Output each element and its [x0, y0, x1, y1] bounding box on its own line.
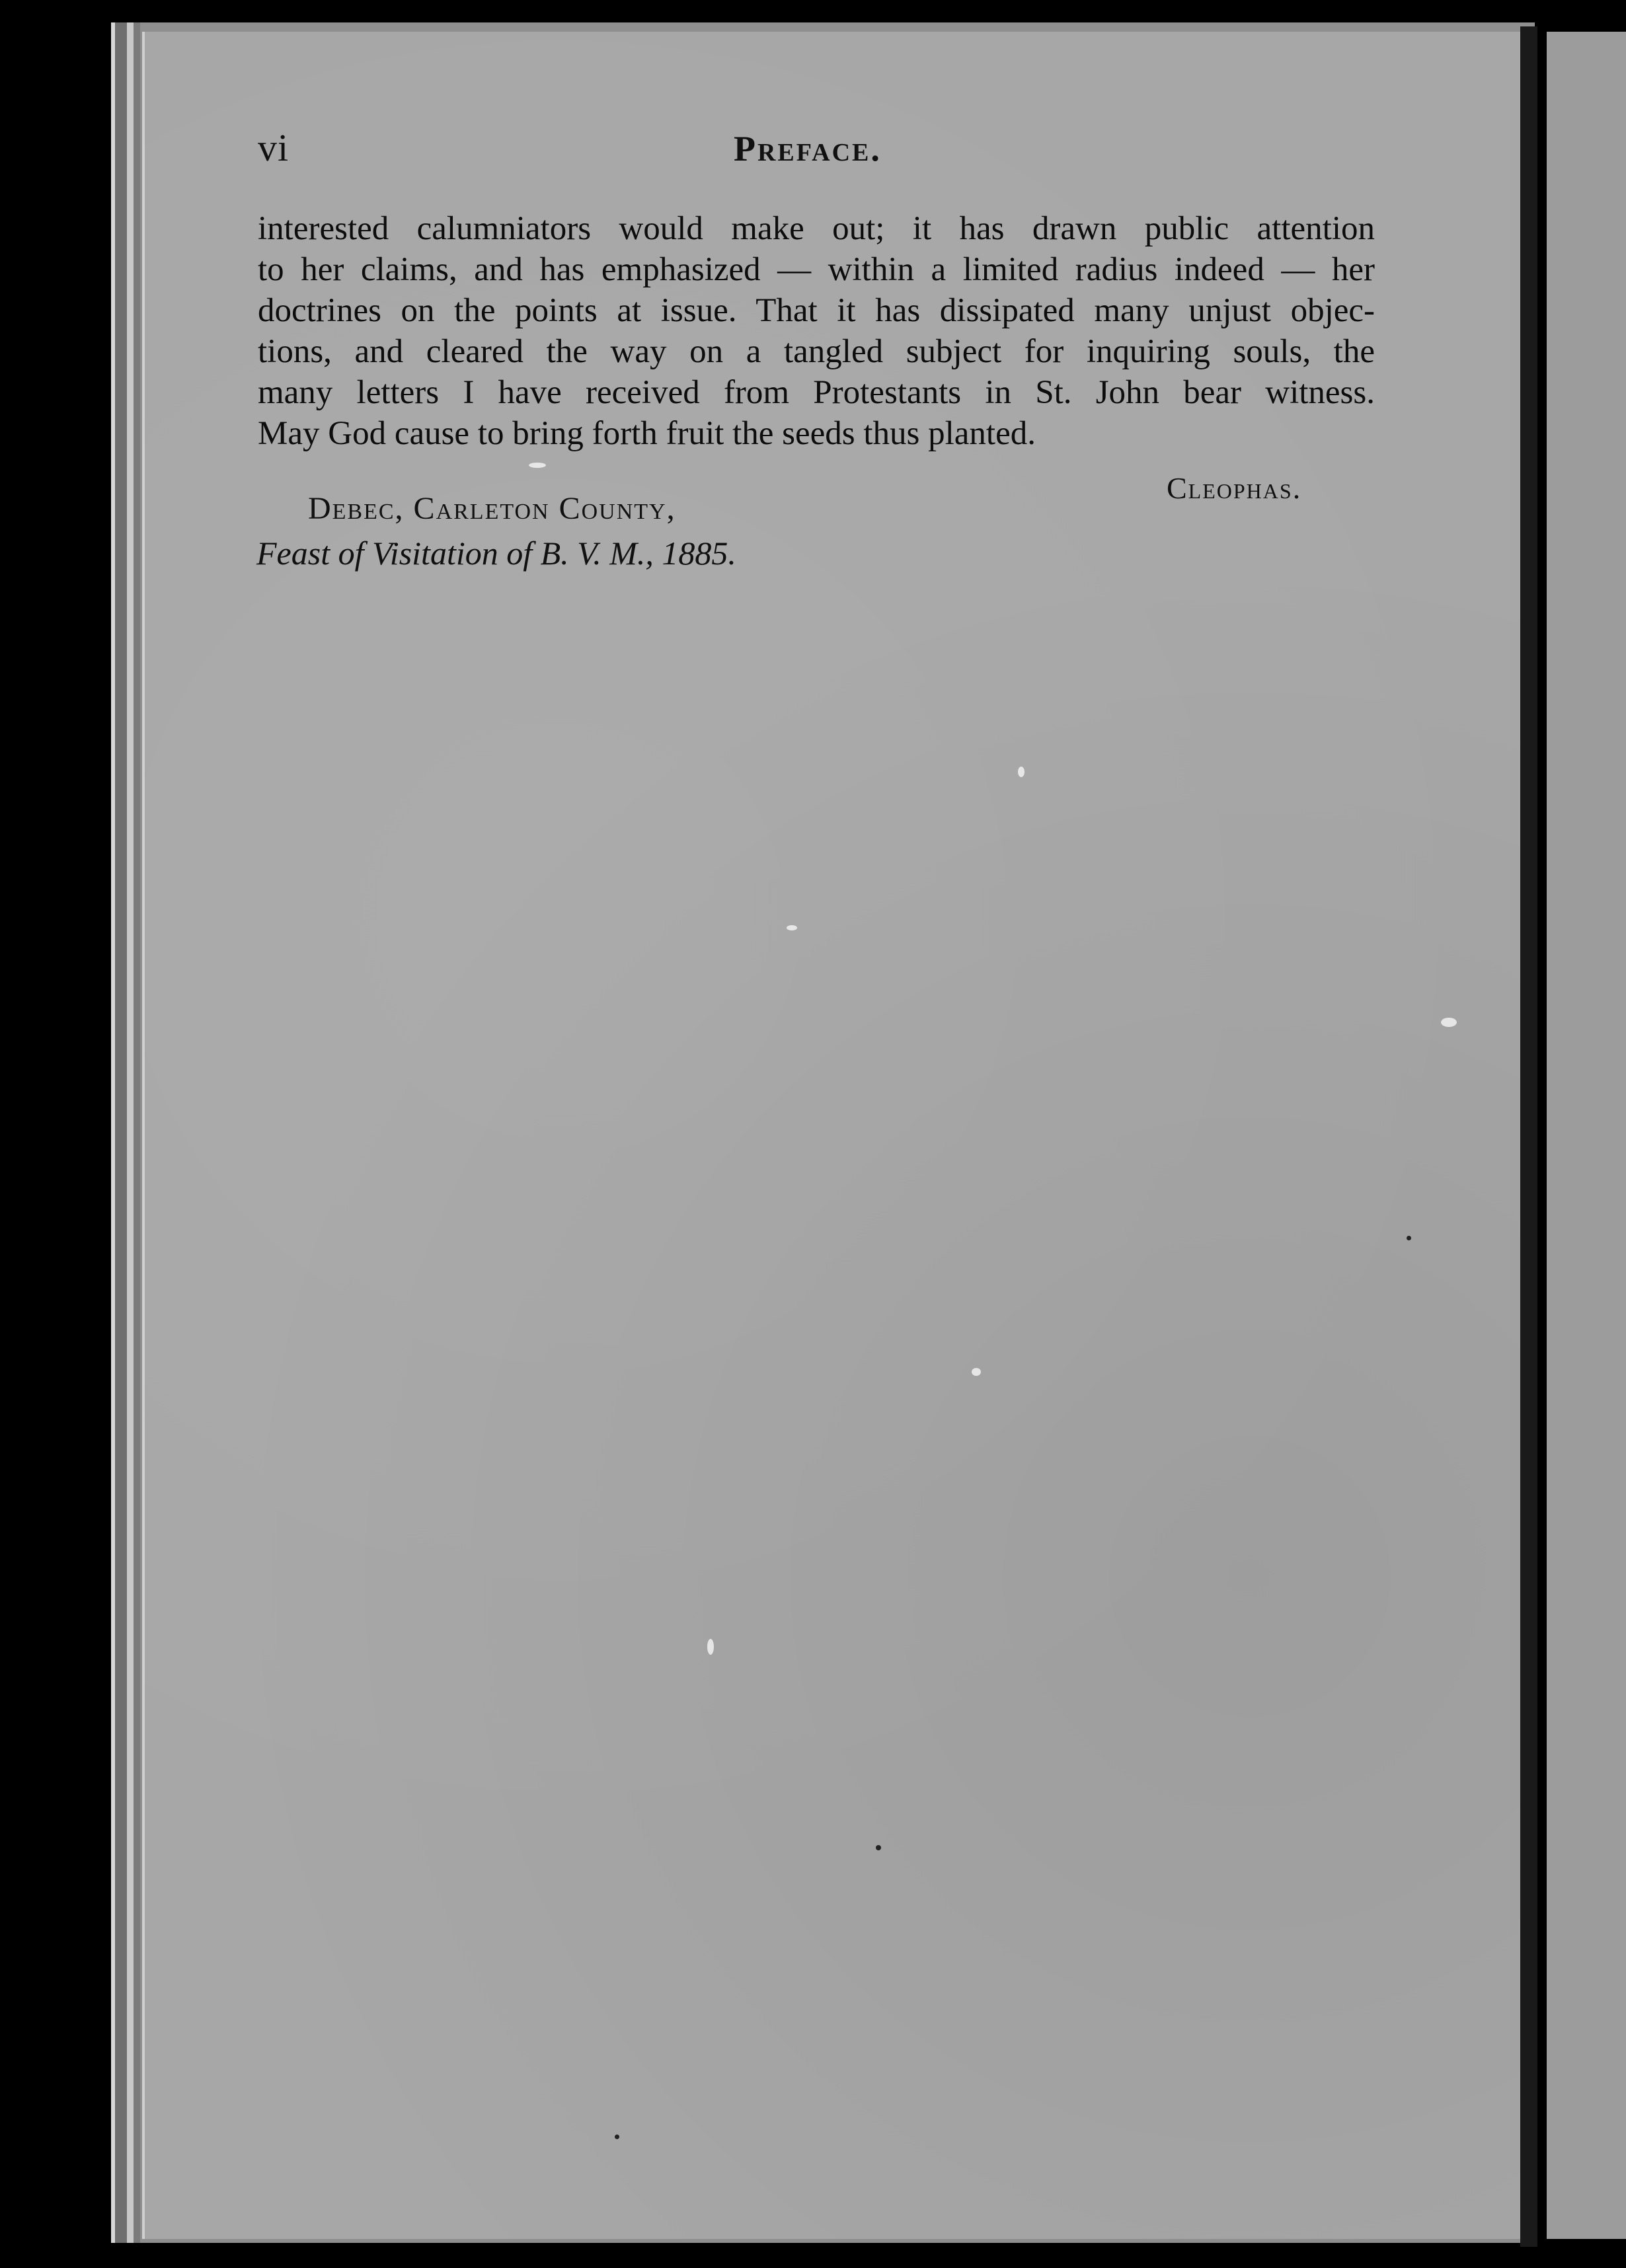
- body-paragraph: [258, 208, 1375, 454]
- page-number: vi: [258, 126, 290, 169]
- paper-speck: [529, 463, 546, 468]
- author-signature: Cleophas.: [1167, 471, 1302, 505]
- running-title: Preface.: [734, 129, 882, 169]
- text-line: interested calumniators would make out; it has drawn public attention: [258, 210, 1375, 247]
- paper-speck: [615, 2135, 619, 2139]
- paper-speck: [876, 1845, 881, 1850]
- text-line: many letters I have received from Protestants in St. John bear witness.: [258, 374, 1375, 411]
- paper-speck: [972, 1368, 981, 1376]
- date-line: Feast of Visitation of B. V. M., 1885.: [256, 535, 736, 572]
- place-line: Debec, Carleton County,: [308, 491, 676, 526]
- facing-page-edge: [1547, 32, 1626, 2239]
- text-line: to her claims, and has emphasized — within a limited radius indeed — her: [258, 251, 1375, 288]
- paper-speck: [1441, 1018, 1457, 1027]
- text-line: tions, and cleared the way on a tangled subject for inquiring souls, the: [258, 333, 1375, 370]
- text-line: doctrines on the points at issue. That it has dissipated many unjust objec-: [258, 292, 1375, 329]
- paper-speck: [1407, 1236, 1411, 1240]
- paper-speck: [707, 1639, 714, 1655]
- text-line: May God cause to bring forth fruit the seeds thus planted.: [258, 415, 1036, 452]
- paper-speck: [787, 925, 797, 930]
- running-head: [258, 118, 1381, 177]
- book-gutter: [1520, 26, 1537, 2247]
- paper-speck: [1018, 767, 1025, 777]
